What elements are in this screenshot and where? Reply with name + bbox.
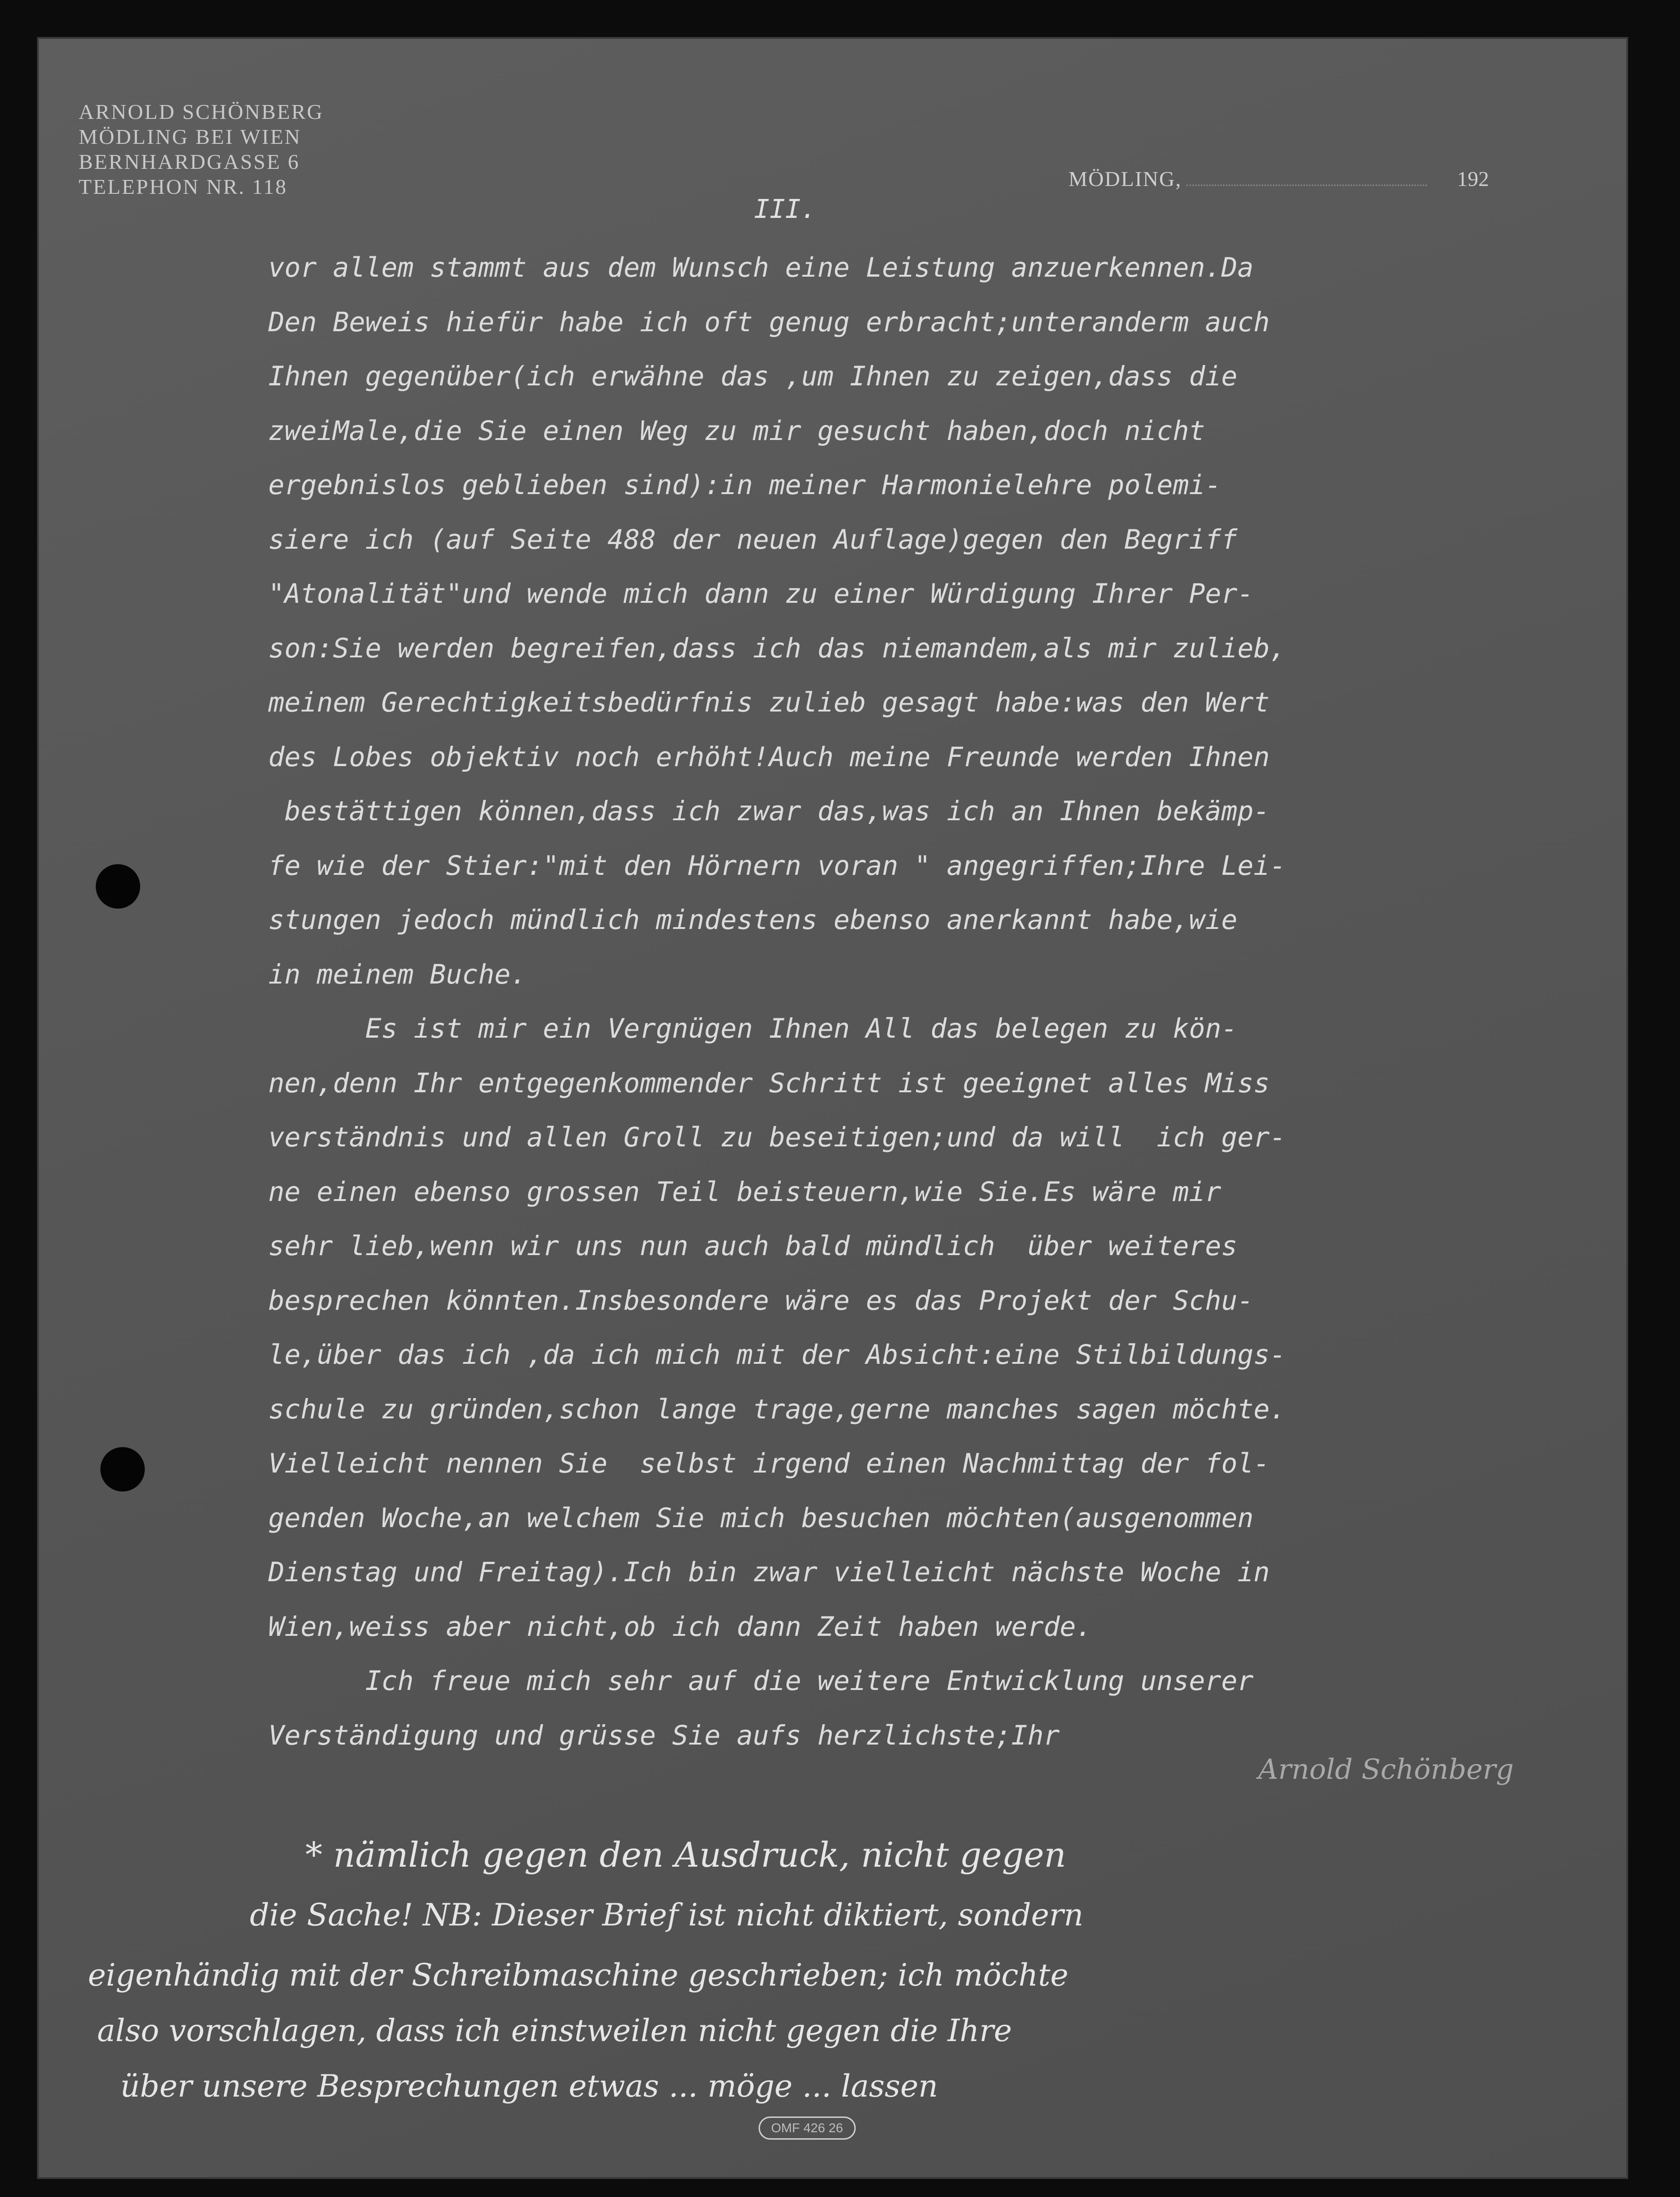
body-line: siere ich (auf Seite 488 der neuen Auflage)gegen den Begriff: [268, 523, 1238, 555]
page-number: III.: [754, 194, 816, 224]
place-date-line: [1069, 167, 1436, 191]
handwritten-line: * nämlich gegen den Ausdruck, nicht gegen: [305, 1835, 1066, 1875]
signature: Arnold Schönberg: [1258, 1753, 1514, 1786]
body-line: le,über das ich ,da ich mich mit der Absicht:eine Stilbildungs-: [268, 1339, 1286, 1370]
letterhead-line: TELEPHON NR. 118: [79, 175, 288, 198]
body-line: sehr lieb,wenn wir uns nun auch bald mündlich über weiteres: [268, 1230, 1238, 1262]
letterhead-line: MÖDLING BEI WIEN: [79, 125, 302, 149]
punch-hole-top: [96, 864, 140, 909]
letterhead-line: ARNOLD SCHÖNBERG: [79, 100, 324, 124]
letterhead: [79, 99, 324, 199]
body-line: "Atonalität"und wende mich dann zu einer Würdigung Ihrer Per-: [268, 578, 1254, 609]
body-line: besprechen könnten.Insbesondere wäre es das Projekt der Schu-: [268, 1284, 1254, 1316]
handwritten-line: die Sache! NB: Dieser Brief ist nicht diktiert, sondern: [250, 1897, 1084, 1933]
body-line: bestättigen können,dass ich zwar das,was ich an Ihnen bekämp-: [268, 795, 1270, 827]
body-line: Vielleicht nennen Sie selbst irgend einen Nachmittag der fol-: [268, 1448, 1270, 1479]
handwritten-line: also vorschlagen, dass ich einstweilen nicht gegen die Ihre: [97, 2013, 1012, 2048]
body-line: Wien,weiss aber nicht,ob ich dann Zeit haben werde.: [268, 1610, 1092, 1642]
body-line: genden Woche,an welchem Sie mich besuchen möchten(ausgenommen: [268, 1502, 1254, 1534]
date-dotted-line: [1186, 185, 1427, 186]
body-line: nen,denn Ihr entgegenkommender Schritt ist geeignet alles Miss: [268, 1067, 1270, 1099]
body-line: Den Beweis hiefür habe ich oft genug erbracht;unteranderm auch: [268, 306, 1270, 338]
body-line: Ich freue mich sehr auf die weitere Entwicklung unserer: [268, 1665, 1254, 1696]
body-line: ergebnislos geblieben sind):in meiner Harmonielehre polemi-: [268, 469, 1222, 501]
body-line: verständnis und allen Groll zu beseitigen;und da will ich ger-: [268, 1121, 1286, 1153]
letterhead-line: BERNHARDGASSE 6: [79, 150, 300, 173]
letter-body: [268, 241, 1526, 1763]
body-line: ne einen ebenso grossen Teil beisteuern,wie Sie.Es wäre mir: [268, 1176, 1222, 1207]
archive-stamp: OMF 426 26: [759, 2117, 856, 2140]
body-line: des Lobes objektiv noch erhöht!Auch meine Freunde werden Ihnen: [268, 741, 1270, 773]
body-line: vor allem stammt aus dem Wunsch eine Leistung anzuerkennen.Da: [268, 252, 1254, 283]
body-line: in meinem Buche.: [268, 958, 527, 990]
body-line: zweiMale,die Sie einen Weg zu mir gesucht haben,doch nicht: [268, 415, 1205, 446]
body-line: meinem Gerechtigkeitsbedürfnis zulieb gesagt habe:was den Wert: [268, 687, 1270, 718]
body-line: Dienstag und Freitag).Ich bin zwar vielleicht nächste Woche in: [268, 1556, 1270, 1588]
body-line: Ihnen gegenüber(ich erwähne das ,um Ihnen zu zeigen,dass die: [268, 360, 1238, 392]
handwritten-line: über unsere Besprechungen etwas ... möge ... lassen: [120, 2068, 938, 2104]
body-line: schule zu gründen,schon lange trage,gerne manches sagen möchte.: [268, 1393, 1286, 1425]
place-name: MÖDLING,: [1069, 167, 1182, 191]
body-line: Verständigung und grüsse Sie aufs herzlichste;Ihr: [268, 1719, 1060, 1751]
handwritten-line: eigenhändig mit der Schreibmaschine geschrieben; ich möchte: [88, 1957, 1069, 1993]
punch-hole-bottom: [100, 1447, 145, 1491]
year-prefix: 192: [1457, 167, 1489, 191]
body-line: fe wie der Stier:"mit den Hörnern voran " angegriffen;Ihre Lei-: [268, 849, 1286, 881]
body-line: son:Sie werden begreifen,dass ich das niemandem,als mir zulieb,: [268, 632, 1286, 664]
body-line: Es ist mir ein Vergnügen Ihnen All das belegen zu kön-: [268, 1013, 1238, 1044]
body-line: stungen jedoch mündlich mindestens ebenso anerkannt habe,wie: [268, 904, 1238, 935]
